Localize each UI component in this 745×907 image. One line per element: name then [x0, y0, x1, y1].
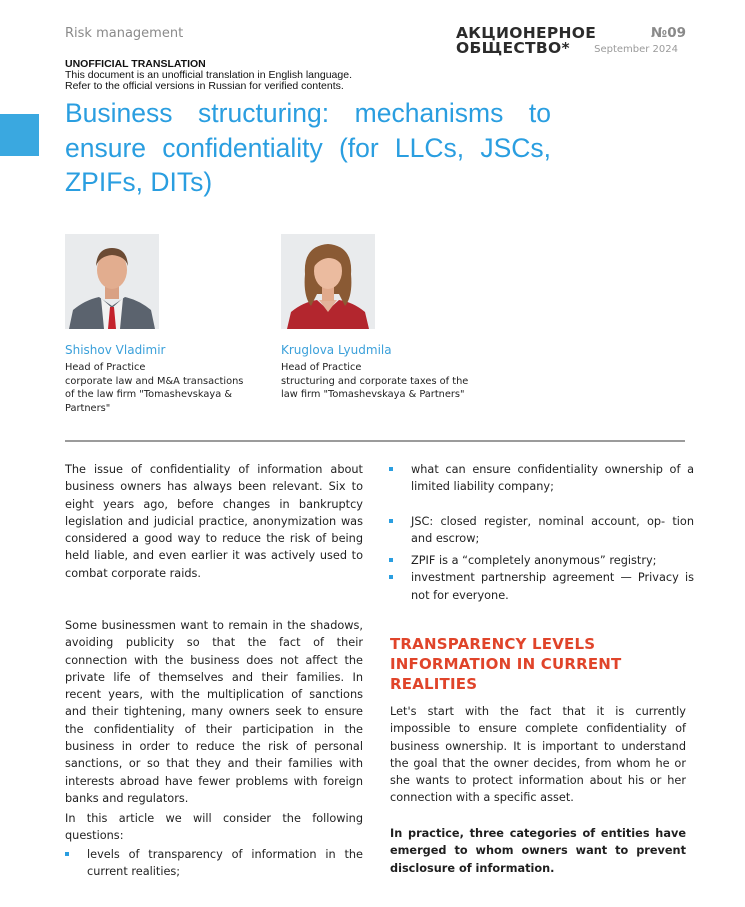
bullet-text-llc: what can ensure confidentiality ownership of a limited liability company;	[411, 463, 694, 494]
author-field-shishov: corporate law and M&A transactions of the law firm "Tomashevskaya & Partners"	[65, 375, 244, 414]
author-bio-kruglova	[281, 361, 471, 402]
questions-list-left	[65, 846, 363, 881]
author-name-kruglova: Kruglova Lyudmila	[281, 343, 392, 357]
section-label: Risk management	[65, 26, 184, 41]
bullet-marker	[65, 852, 69, 856]
author-field-kruglova: structuring and corporate taxes of the law firm "Tomashevskaya & Partners"	[281, 375, 469, 400]
list-item	[389, 569, 694, 604]
bullet-marker	[389, 519, 393, 523]
disclaimer-heading: UNOFFICIAL TRANSLATION	[65, 58, 206, 70]
disclaimer-line-2: Refer to the official versions in Russian for verified contents.	[65, 80, 344, 92]
publication-logo	[456, 26, 596, 56]
side-tab-marker	[0, 114, 39, 156]
list-item	[389, 461, 694, 496]
bullet-text-jsc: JSC: closed register, nominal account, op- tion and escrow;	[411, 515, 694, 546]
bullet-text-transparency: levels of transparency of information in the current realities;	[87, 848, 363, 879]
questions-list-right-3	[389, 552, 694, 604]
list-item	[389, 513, 694, 548]
author-bio-shishov	[65, 361, 255, 415]
author-name-shishov: Shishov Vladimir	[65, 343, 166, 357]
section-heading-transparency: TRANSPARENCY LEVELS INFORMATION IN CURRENT REALITIES	[390, 635, 622, 693]
author-photo-shishov	[65, 234, 159, 329]
article-title: Business structuring: mechanisms to ensure confidentiality (for LLCs, JSCs, ZPIFs, DITs)	[65, 98, 551, 197]
logo-line-2: ОБЩЕСТВО*	[456, 39, 570, 57]
author-role-shishov: Head of Practice	[65, 362, 146, 373]
questions-list-right	[389, 461, 694, 496]
author-photo-kruglova	[281, 234, 375, 329]
context-paragraph: Some businessmen want to remain in the shadows, avoiding publicity so that the fact of their connection with the business does not affect the private life of themselves and their families. In recent years, with the multiplication of sanctions and their tightening, many owners seek to ensure the confidentiality of their participation in the business in order to reduce the risk of personal sanctions, or so that they and their families with interests abroad have fewer problems with foreign banks and regulators.	[65, 619, 363, 805]
list-item	[389, 552, 694, 569]
transparency-paragraph: Let's start with the fact that it is currently impossible to ensure complete confidentiality of business ownership. It is important to understand the goal that the owner decides, from whom he or she wants to protect information about his or her connection with a specific asset.	[390, 705, 686, 805]
issue-number: №09	[650, 25, 686, 41]
author-role-kruglova: Head of Practice	[281, 362, 362, 373]
bullet-text-zpif: ZPIF is a “completely anonymous” registry;	[411, 554, 657, 567]
categories-paragraph: In practice, three categories of entities have emerged to whom owners want to prevent disclosure of information.	[390, 827, 686, 875]
intro-paragraph: The issue of confidentiality of information about business owners has always been relevant. Six to eight years ago, before changes in bankruptcy legislation and judicial practice, anonymization was considered a good way to reduce the risk of being held liable, and even earlier it was actively used to combat corporate raids.	[65, 463, 363, 580]
list-item	[65, 846, 363, 881]
questions-intro: In this article we will consider the following questions:	[65, 812, 363, 843]
logo-line-1: АКЦИОНЕРНОЕ	[456, 24, 597, 42]
issue-date: September 2024	[594, 44, 678, 55]
bullet-marker	[389, 558, 393, 562]
questions-list-right-2	[389, 513, 694, 548]
disclaimer-line-1: This document is an unofficial translation in English language.	[65, 69, 352, 81]
section-divider	[65, 440, 685, 442]
bullet-marker	[389, 467, 393, 471]
translation-disclaimer	[65, 59, 352, 92]
bullet-marker	[389, 575, 393, 579]
bullet-text-partnership: investment partnership agreement — Privacy is not for everyone.	[411, 571, 694, 602]
